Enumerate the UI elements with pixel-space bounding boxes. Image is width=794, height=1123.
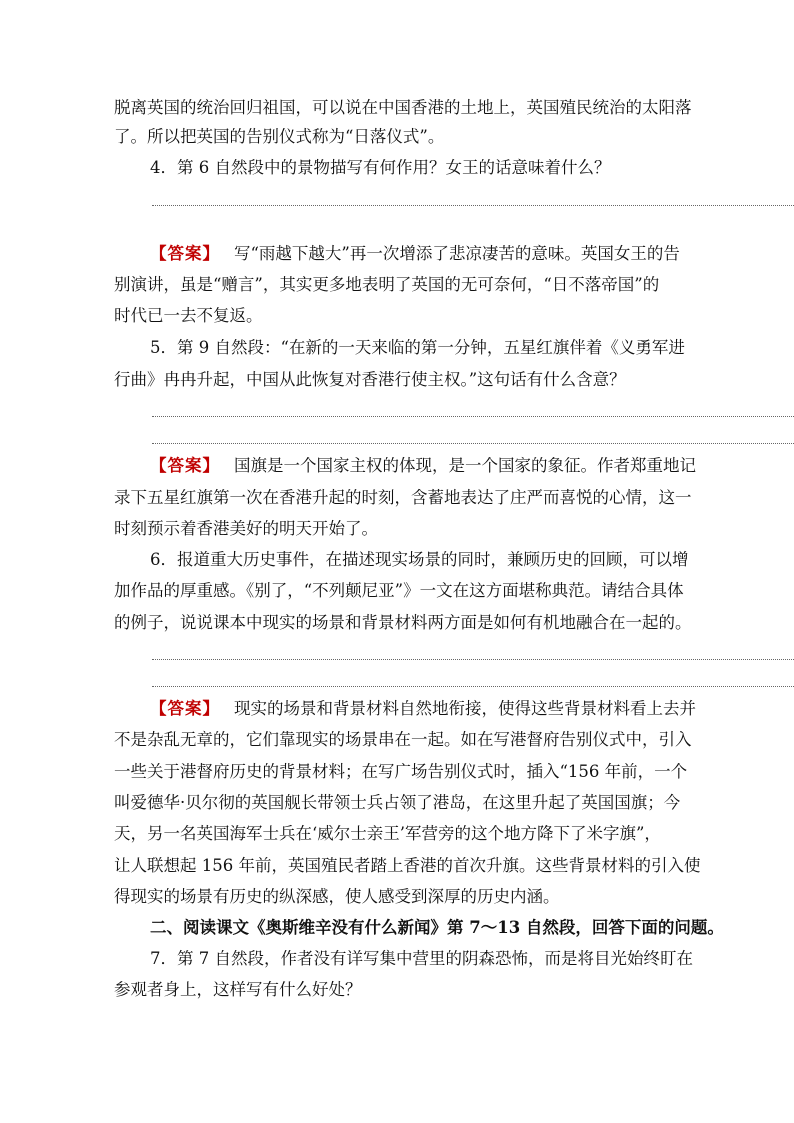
answer-5-line-2: 录下五星红旗第一次在香港升起的时刻，含蓄地表达了庄严而喜悦的心情，这一 — [114, 488, 692, 507]
question-7-line-2: 参观者身上，这样写有什么好处？ — [114, 980, 362, 999]
question-6-line-3: 的例子，说说课本中现实的场景和背景材料两方面是如何有机地融合在一起的。 — [114, 613, 692, 632]
answer-5-line-3: 时刻预示着香港美好的明天开始了。 — [114, 519, 378, 538]
answer-blank-line — [152, 416, 794, 417]
answer-blank-line — [152, 659, 794, 660]
section-heading: 二、阅读课文《奥斯维辛没有什么新闻》第 7～13 自然段，回答下面的问题。 — [150, 918, 724, 937]
answer-4-line-3: 时代已一去不复返。 — [114, 306, 263, 325]
answer-4-line-2: 别演讲，虽是“赠言”，其实更多地表明了英国的无可奈何，“日不落帝国”的 — [114, 275, 660, 294]
answer-6-line-3: 一些关于港督府历史的背景材料；在写广场告别仪式时，插入“156 年前，一个 — [114, 762, 688, 781]
answer-text: 国旗是一个国家主权的体现，是一个国家的象征。作者郑重地记 — [234, 456, 696, 475]
answer-6-line-6: 让人联想起 156 年前，英国殖民者踏上香港的首次升旗。这些背景材料的引入使 — [114, 856, 701, 875]
question-6-line-1: 6．报道重大历史事件，在描述现实场景的同时，兼顾历史的回顾，可以增 — [150, 550, 689, 569]
answer-tag: 【答案】 — [150, 699, 220, 718]
answer-blank-line — [152, 205, 794, 206]
answer-6-line-1 — [150, 699, 696, 719]
answer-tag: 【答案】 — [150, 244, 220, 263]
answer-6-line-2: 不是杂乱无章的，它们靠现实的场景串在一起。如在写港督府告别仪式中，引入 — [114, 730, 692, 749]
intro-line-2: 了。所以把英国的告别仪式称为“日落仪式”。 — [114, 127, 445, 146]
intro-line-1: 脱离英国的统治回归祖国，可以说在中国香港的土地上，英国殖民统治的太阳落 — [114, 98, 692, 117]
answer-text: 写“雨越下越大”再一次增添了悲凉凄苦的意味。英国女王的告 — [234, 244, 680, 263]
answer-6-line-4: 叫爱德华·贝尔彻的英国舰长带领士兵占领了港岛，在这里升起了英国国旗；今 — [114, 793, 681, 812]
answer-blank-line — [152, 686, 794, 687]
answer-4-line-1 — [150, 244, 684, 264]
answer-blank-line — [152, 443, 794, 444]
question-4: 4．第 6 自然段中的景物描写有何作用？女王的话意味着什么？ — [150, 158, 611, 177]
question-5-line-1: 5．第 9 自然段：“在新的一天来临的第一分钟，五星红旗伴着《义勇军进 — [150, 338, 685, 357]
question-5-line-2: 行曲》冉冉升起，中国从此恢复对香港行使主权。”这句话有什么含意？ — [114, 370, 626, 389]
question-6-line-2: 加作品的厚重感。《别了，“不列颠尼亚”》一文在这方面堪称典范。请结合具体 — [114, 581, 684, 600]
question-7-line-1: 7．第 7 自然段，作者没有详写集中营里的阴森恐怖，而是将目光始终盯在 — [150, 949, 693, 968]
answer-tag: 【答案】 — [150, 456, 220, 475]
answer-6-line-5: 天，另一名英国海军士兵在‘威尔士亲王’军营旁的这个地方降下了米字旗”， — [114, 824, 661, 843]
answer-5-line-1 — [150, 456, 696, 476]
answer-text: 现实的场景和背景材料自然地衔接，使得这些背景材料看上去并 — [234, 699, 696, 718]
answer-6-line-7: 得现实的场景有历史的纵深感，使人感受到深厚的历史内涵。 — [114, 887, 560, 906]
